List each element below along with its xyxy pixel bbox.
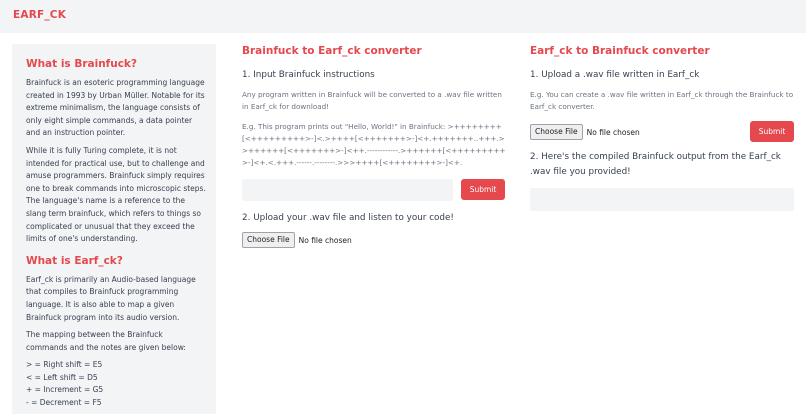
bf-input-row [242, 179, 506, 201]
bf-description: Any program written in Brainfuck will be converted to a .wav file written in Earf_ck for download! [242, 90, 502, 111]
choose-file-button[interactable]: Choose File [242, 232, 295, 248]
hello-world-example: E.g. This program prints out "Hello, World!" in Brainfuck: >++++++++[<+++++++++>-]<.>++++[<+++++++>-]<+.+++++++..+++.>>++++++[<+++++++>-]<++.------------.>++++++[<+++++++++>-]<+.<.+++.------.--------.>>>++++[<++++++++>-]<+. [242, 122, 506, 167]
brainfuck-paragraph-1: Brainfuck is an esoteric programming language created in 1993 by Urban Müller. Notable for its extreme minimalism, the language consists of only eight simple commands, a data pointer and an instruction pointer. [26, 78, 205, 138]
mapping-left-shift: < = Left shift = D5 [26, 372, 98, 382]
brainfuck-output-box[interactable] [530, 188, 794, 211]
top-navbar [0, 0, 806, 33]
bf-submit-button[interactable]: Submit [461, 179, 505, 200]
brainfuck-code-input[interactable] [242, 179, 453, 201]
no-file-chosen-label: No file chosen [586, 127, 640, 137]
earfck-step-1-label: 1. Upload a .wav file written in Earf_ck [530, 70, 700, 80]
bf-step-2-label: 2. Upload your .wav file and listen to your code! [242, 213, 454, 223]
mapping-decrement: - = Decrement = F5 [26, 398, 102, 408]
mapping-right-shift: > = Right shift = E5 [26, 360, 103, 370]
earfck-submit-button[interactable]: Submit [750, 121, 794, 142]
bf-step-1-label: 1. Input Brainfuck instructions [242, 70, 375, 80]
earfck-to-bf-section [530, 44, 794, 211]
earfck-heading: What is Earf_ck? [26, 254, 123, 267]
earfck-upload-row [530, 121, 794, 143]
earfck-wav-file-input [530, 124, 640, 140]
note-mapping-list [26, 359, 206, 409]
earfck-to-bf-title: Earf_ck to Brainfuck converter [530, 45, 710, 57]
earfck-description: E.g. You can create a .wav file written in Earf_ck through the Brainfuck to Earf_ck converter. [530, 90, 794, 111]
earfck-paragraph-1: Earf_ck is primarily an Audio-based language that compiles to Brainfuck programming language. It is also able to map a given Brainfuck program into its audio version. [26, 274, 196, 322]
info-sidebar [12, 44, 216, 414]
no-file-chosen-label: No file chosen [298, 235, 352, 245]
earfck-step-2-label: 2. Here's the compiled Brainfuck output from the Earf_ck .wav file you provided! [530, 152, 781, 177]
choose-file-button[interactable]: Choose File [530, 124, 583, 140]
bf-to-earfck-title: Brainfuck to Earf_ck converter [242, 45, 422, 57]
wav-playback-file-input [242, 232, 506, 248]
brainfuck-heading: What is Brainfuck? [26, 58, 138, 70]
bf-to-earfck-section [242, 44, 506, 248]
brand-logo[interactable]: EARF_CK [13, 9, 67, 21]
brainfuck-paragraph-2: While it is fully Turing complete, it is not intended for practical use, but to challenge and amuse programmers. Brainfuck simply requires one to break commands into microscopic steps. The language's name is a reference to the slang term brainfuck, which refers to things so complicated or unusual that they exceed the limits of one's understanding. [26, 145, 206, 244]
earfck-paragraph-2: The mapping between the Brainfuck commands and the notes are given below: [26, 330, 186, 352]
mapping-increment: + = Increment = G5 [26, 385, 104, 395]
